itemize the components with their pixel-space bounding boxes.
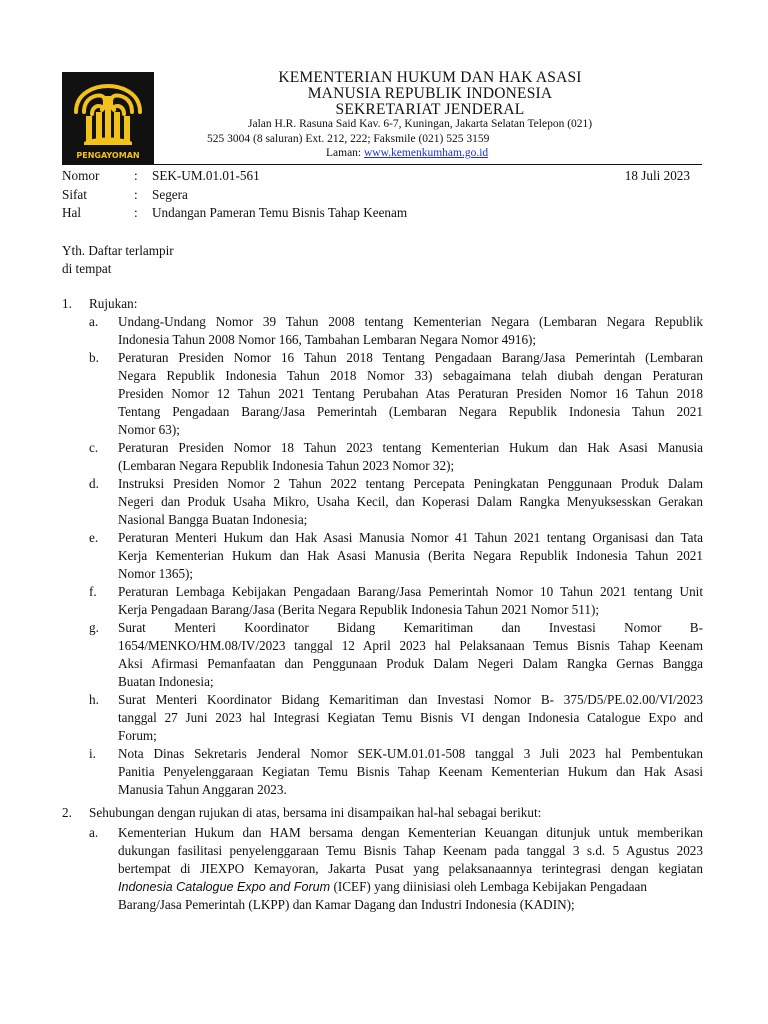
letterhead-address1: Jalan H.R. Rasuna Said Kav. 6-7, Kuningan, Jakarta Selatan Telepon (021) — [248, 118, 593, 130]
item-letter: d. — [89, 476, 99, 491]
hal-label: Hal — [62, 205, 82, 220]
item-line: 1654/MENKO/HM.08/IV/2023 tanggal 12 April 2023 hal Pelaksanaan Temus Bisnis Tahap Keenam — [118, 638, 703, 653]
hal-value: Undangan Pameran Temu Bisnis Tahap Keenam — [152, 205, 408, 220]
recipient-line1: Yth. Daftar terlampir — [62, 243, 174, 258]
item-line: Buatan Indonesia; — [118, 674, 214, 689]
letterhead-line3: SEKRETARIAT JENDERAL — [335, 101, 525, 118]
hal-colon: : — [134, 205, 138, 220]
item-letter: g. — [89, 620, 99, 635]
item-line: Forum; — [118, 728, 157, 743]
letterhead-divider — [62, 164, 702, 165]
section1-number: 1. — [62, 296, 72, 311]
sifat-colon: : — [134, 187, 138, 202]
item-line: Kerja Kementerian Hukum dan Hak Asasi Manusia (Berita Negara Republik Indonesia Tahun 2021 — [118, 548, 703, 563]
item-line: Peraturan Menteri Hukum dan Hak Asasi Manusia Nomor 41 Tahun 2021 tentang Organisasi dan Tata — [118, 530, 703, 545]
item-line: Undang-Undang Nomor 39 Tahun 2008 tentang Kementerian Negara (Lembaran Negara Republik — [118, 314, 703, 329]
item-line-rest: (ICEF) yang diinisiasi oleh Lembaga Kebijakan Pengadaan — [330, 879, 647, 894]
item-line: Peraturan Presiden Nomor 18 Tahun 2023 tentang Kementerian Hukum dan Hak Asasi Manusia — [118, 440, 703, 455]
item-letter: e. — [89, 530, 99, 545]
website-link[interactable]: www.kemenkumham.go.id — [364, 147, 489, 159]
item-text — [118, 824, 703, 914]
pengayoman-tree-icon — [62, 72, 154, 164]
item-line: Indonesia Tahun 2008 Nomor 166, Tambahan Lembaran Negara Nomor 4916); — [118, 332, 537, 347]
item-letter: c. — [89, 440, 99, 455]
item-line: Peraturan Lembaga Kebijakan Pengadaan Barang/Jasa Pemerintah Nomor 10 Tahun 2021 tentang Unit — [118, 584, 703, 599]
item-line — [118, 878, 703, 896]
item-line: tanggal 27 Juni 2023 hal Integrasi Kegiatan Temu Bisnis VI dengan Indonesia Catalogue Expo and — [118, 710, 703, 725]
item-letter: i. — [89, 746, 96, 761]
letterhead-address2: 525 3004 (8 saluran) Ext. 212, 222; Faksmile (021) 525 3159 — [207, 133, 490, 145]
item-letter: b. — [89, 350, 99, 365]
letterhead-line1: KEMENTERIAN HUKUM DAN HAK ASASI — [278, 69, 582, 86]
nomor-label: Nomor — [62, 168, 100, 183]
item-line: Nasional Bangga Buatan Indonesia; — [118, 512, 308, 527]
item-text — [118, 619, 703, 691]
item-line: Surat Menteri Koordinator Bidang Kemaritiman dan Investasi Nomor B- — [118, 620, 703, 635]
letter-date: 18 Juli 2023 — [624, 168, 690, 183]
sifat-label: Sifat — [62, 187, 87, 202]
item-line: Tentang Pengadaan Barang/Jasa Pemerintah (Lembaran Negara Republik Indonesia Tahun 2021 — [118, 404, 703, 419]
item-letter: a. — [89, 825, 99, 840]
item-line: bertempat di JIEXPO Kemayoran, Jakarta Pusat yang pelaksanaannya terintegrasi dengan kegiatan — [118, 861, 703, 876]
item-text — [118, 313, 703, 349]
letterhead-line2: MANUSIA REPUBLIK INDONESIA — [307, 85, 553, 102]
item-letter: a. — [89, 314, 99, 329]
item-line: (Lembaran Negara Republik Indonesia Tahun 2023 Nomor 32); — [118, 458, 455, 473]
nomor-value: SEK-UM.01.01-561 — [152, 168, 260, 183]
item-line: Aksi Afirmasi Pemanfaatan dan Penggunaan Produk Dalam Negeri Dalam Rangka Gernas Bangga — [118, 656, 703, 671]
sifat-value: Segera — [152, 187, 188, 202]
item-text — [118, 745, 703, 799]
item-text — [118, 529, 703, 583]
item-line: Presiden Nomor 12 Tahun 2021 Tentang Perubahan Atas Peraturan Presiden Nomor 16 Tahun 2018 — [118, 386, 703, 401]
item-line: Negeri dan Produk Usaha Mikro, Usaha Kecil, dan Koperasi Dalam Rangka Menyuksesskan Gerakan — [118, 494, 703, 509]
item-line: Panitia Penyelenggaraan Kegiatan Temu Bisnis Tahap Keenam Kementerian Hukum dan Hak Asasi — [118, 764, 703, 779]
item-line: Nota Dinas Sekretaris Jenderal Nomor SEK-UM.01.01-508 tanggal 3 Juli 2023 hal Pembentukan — [118, 746, 703, 761]
item-text — [118, 583, 703, 619]
logo-caption: PENGAYOMAN — [76, 151, 140, 160]
item-line: Barang/Jasa Pemerintah (LKPP) dan Kamar Dagang dan Industri Indonesia (KADIN); — [118, 897, 575, 912]
item-line: Kerja Pengadaan Barang/Jasa (Berita Negara Republik Indonesia Tahun 2021 Nomor 511); — [118, 602, 600, 617]
item-line: Peraturan Presiden Nomor 16 Tahun 2018 Tentang Pengadaan Barang/Jasa Pemerintah (Lembaran — [118, 350, 703, 365]
item-text — [118, 475, 703, 529]
item-line: Nomor 63); — [118, 422, 180, 437]
item-text — [118, 349, 703, 439]
item-letter: h. — [89, 692, 99, 707]
item-text — [118, 691, 703, 745]
section2-title: Sehubungan dengan rujukan di atas, bersama ini disampaikan hal-hal sebagai berikut: — [89, 805, 542, 820]
section1-title: Rujukan: — [89, 296, 138, 311]
website-label: Laman: — [326, 147, 364, 159]
icef-italic-text: Indonesia Catalogue Expo and Forum — [118, 880, 331, 894]
item-line: Instruksi Presiden Nomor 2 Tahun 2022 tentang Percepata Peningkatan Penggunaan Produk Dalam — [118, 476, 703, 491]
letterhead-website — [326, 147, 488, 159]
item-line: Manusia Tahun Anggaran 2023. — [118, 782, 287, 797]
recipient-line2: di tempat — [62, 261, 112, 276]
item-line: Negara Republik Indonesia Tahun 2018 Nomor 33) sebagaimana telah diubah dengan Peraturan — [118, 368, 703, 383]
nomor-colon: : — [134, 168, 138, 183]
item-text — [118, 439, 703, 475]
item-letter: f. — [89, 584, 97, 599]
item-line: Surat Menteri Koordinator Bidang Kemaritiman dan Investasi Nomor B- 375/D5/PE.02.00/VI/2023 — [118, 692, 703, 707]
ministry-logo — [62, 72, 154, 164]
section2-number: 2. — [62, 805, 72, 820]
item-line: dukungan fasilitasi penyelenggaraan Temu Bisnis Tahap Keenam pada tanggal 3 s.d. 5 Agustus 2023 — [118, 843, 703, 858]
item-line: Nomor 1365); — [118, 566, 194, 581]
item-line: Kementerian Hukum dan HAM bersama dengan Kementerian Keuangan ditunjuk untuk memberikan — [118, 825, 703, 840]
